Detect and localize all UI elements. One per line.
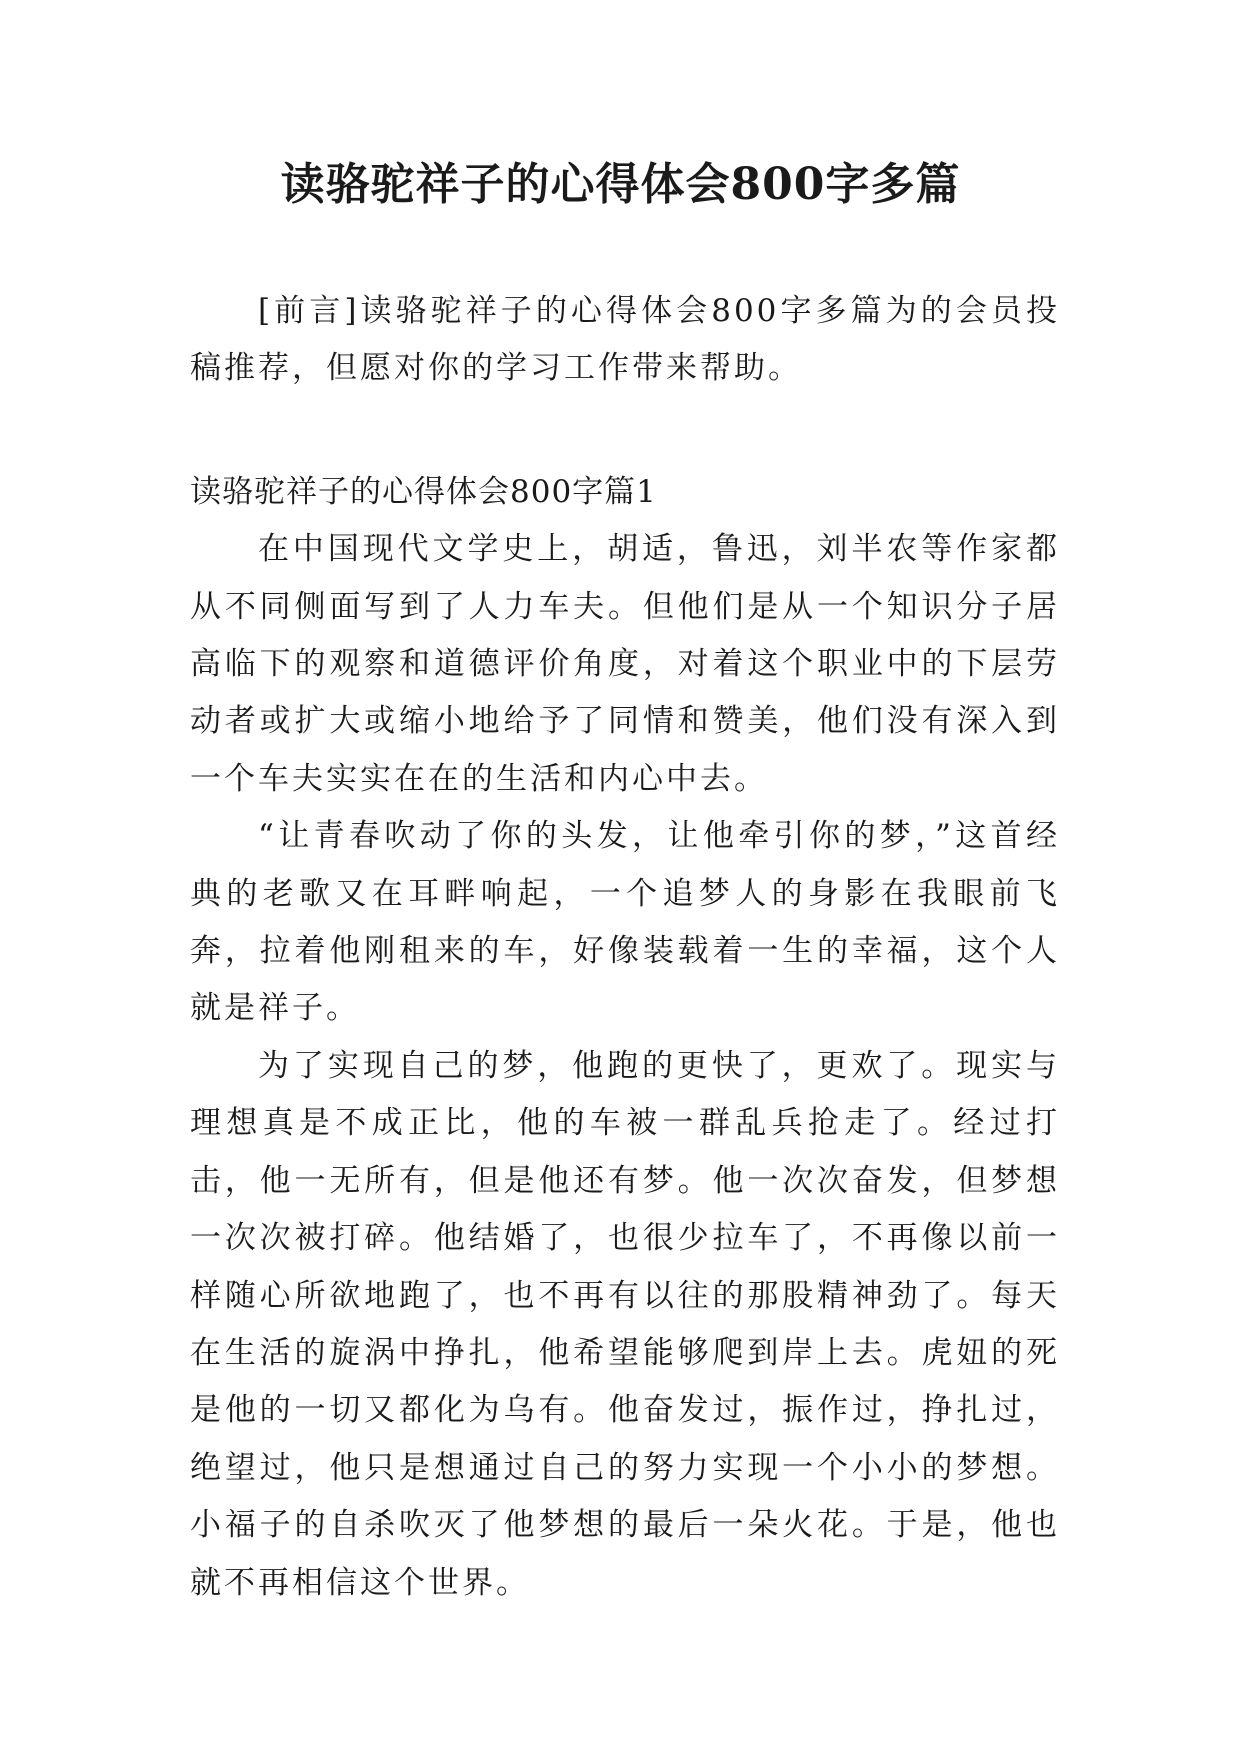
body-paragraph-3: 为了实现自己的梦，他跑的更快了，更欢了。现实与理想真是不成正比，他的车被一群乱兵抢走了。经过打击，他一无所有，但是他还有梦。他一次次奋发，但梦想一次次被打碎。他结婚了，也很少拉车了，不再像以前一样随心所欲地跑了，也不再有以往的那股精神劲了。每天在生活的旋涡中挣扎，他希望能够爬到岸上去。虎妞的死是他的一切又都化为乌有。他奋发过，振作过，挣扎过，绝望过，他只是想通过自己的努力实现一个小小的梦想。小福子的自杀吹灭了他梦想的最后一朵火花。于是，他也就不再相信这个世界。 bbox=[190, 1047, 1060, 1601]
section-heading: 读骆驼祥子的心得体会800字篇1 bbox=[190, 473, 657, 510]
document-title: 读骆驼祥子的心得体会800字多篇 bbox=[280, 159, 961, 210]
body-paragraph-2: “让青春吹动了你的头发，让他牵引你的梦，”这首经典的老歌又在耳畔响起，一个追梦人的身影在我眼前飞奔，拉着他刚租来的车，好像装载着一生的幸福，这个人就是祥子。 bbox=[190, 818, 1060, 1027]
document-body bbox=[190, 283, 1060, 1612]
body-paragraph-1: 在中国现代文学史上，胡适，鲁迅，刘半农等作家都从不同侧面写到了人力车夫。但他们是从一个知识分子居高临下的观察和道德评价角度，对着这个职业中的下层劳动者或扩大或缩小地给予了同情和赞美，他们没有深入到一个车夫实实在在的生活和内心中去。 bbox=[190, 531, 1060, 797]
preface-paragraph: [前言]读骆驼祥子的心得体会800字多篇为的会员投稿推荐，但愿对你的学习工作带来帮助。 bbox=[190, 293, 1060, 387]
